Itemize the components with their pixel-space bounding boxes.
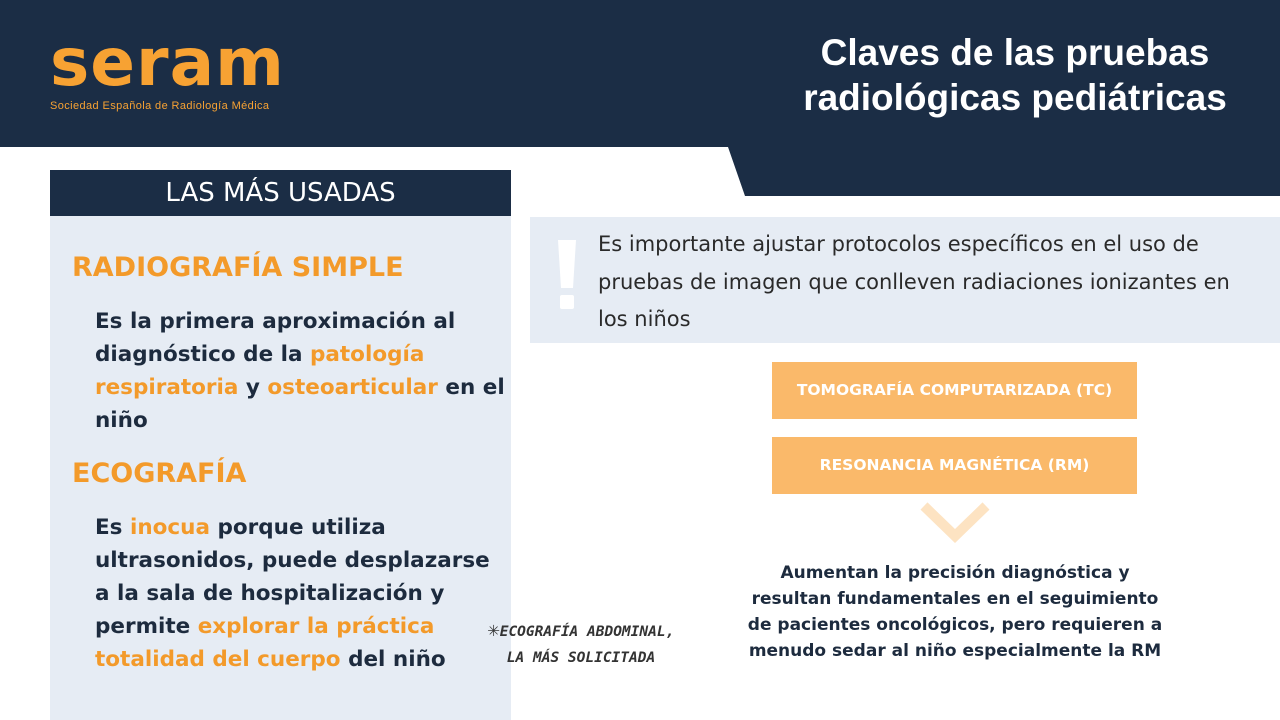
radiografia-highlight-1: patología respiratoria (95, 342, 425, 400)
abdominal-note (466, 616, 696, 671)
tc-label: TOMOGRAFÍA COMPUTARIZADA (TC) (772, 362, 1137, 419)
ecografia-highlight-1: inocua (129, 515, 210, 540)
ecografia-text-3: del niño (340, 647, 446, 672)
left-panel-header: LAS MÁS USADAS (50, 170, 511, 216)
ecografia-text-2: porque utiliza ultrasonidos, puede desplazarse a la sala de hospitalización y permite (95, 515, 490, 639)
radiografia-title: RADIOGRAFÍA SIMPLE (72, 252, 404, 283)
ecografia-description (95, 511, 505, 676)
ecografia-title: ECOGRAFÍA (72, 458, 247, 489)
radiografia-description (95, 305, 505, 437)
page-title: Claves de las pruebas radiológicas pediátricas (803, 32, 1227, 118)
radiografia-highlight-2: osteoarticular (267, 375, 438, 400)
ecografia-text-1: Es (95, 515, 130, 540)
conclusion-text: Aumentan la precisión diagnóstica y resultan fundamentales en el seguimiento de pacientes oncológicos, pero requieren a menudo sedar al niño especialmente la RM (747, 563, 1163, 661)
logo-wordmark: seram (50, 24, 285, 101)
asterisk-icon: ✳ (487, 617, 500, 641)
info-text: Es importante ajustar protocolos específicos en el uso de pruebas de imagen que conlleven radiaciones ionizantes en los niños (598, 232, 1230, 331)
ecografia-highlight-2: explorar la práctica totalidad del cuerpo (95, 614, 435, 672)
radiografia-text-1: Es la primera aproximación al diagnóstico de la (95, 309, 456, 367)
chevron-down-icon (918, 500, 992, 544)
note-line-2: LA MÁS SOLICITADA (506, 650, 656, 666)
exclamation-icon (555, 240, 579, 314)
radiografia-text-2: y (238, 375, 268, 400)
seram-logo (50, 24, 350, 112)
rm-label: RESONANCIA MAGNÉTICA (RM) (772, 437, 1137, 494)
radiografia-text-3: en el niño (95, 375, 505, 433)
logo-subtitle: Sociedad Española de Radiología Médica (50, 100, 270, 112)
note-line-1: ECOGRAFÍA ABDOMINAL, (499, 624, 675, 640)
